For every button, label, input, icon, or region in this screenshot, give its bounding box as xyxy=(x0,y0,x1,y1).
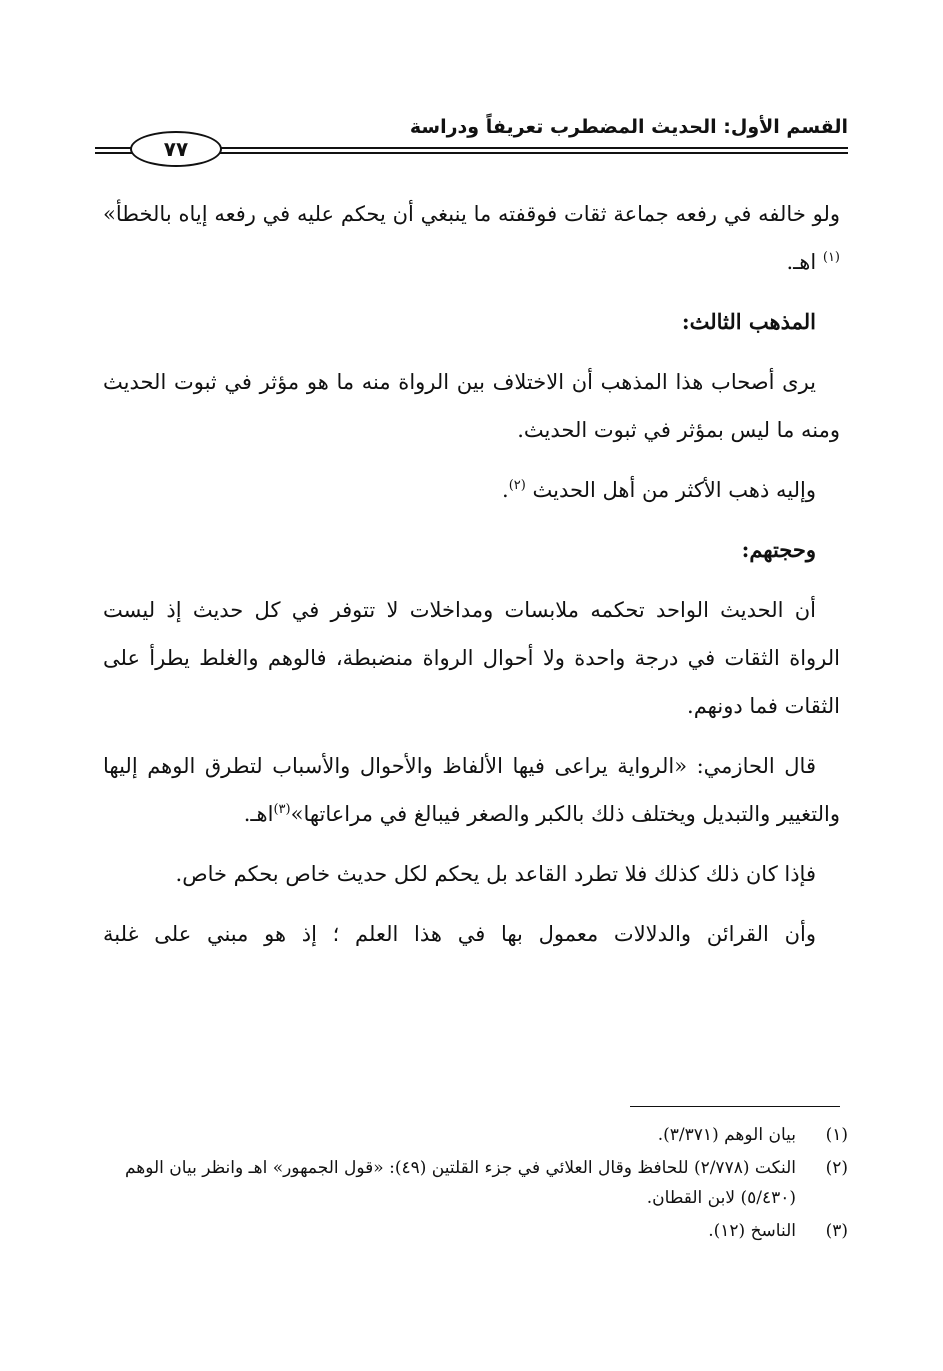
footnote-ref-3: (٣) xyxy=(273,802,291,817)
footnote-number: (١) xyxy=(825,1125,848,1145)
paragraph-5-text: قال الحازمي: «الرواية يراعى فيها الألفاظ والأحوال والأسباب لتطرق الوهم إليها والتغيير والتبديل ويختلف ذلك بالكبر والصغر فيبالغ في مراعاتها» xyxy=(103,754,840,826)
paragraph-4: أن الحديث الواحد تحكمه ملابسات ومداخلات لا تتوفر في كل حديث إذ ليست الرواة الثقات في درجة واحدة ولا أحوال الرواة منضبطة، فالوهم والغلط يطرأ على الثقات فما دونهم. xyxy=(103,598,840,718)
footnote-separator xyxy=(630,1106,840,1107)
paragraph-5-end: اهـ. xyxy=(243,802,274,826)
paragraph-2: يرى أصحاب هذا المذهب أن الاختلاف بين الرواة منه ما هو مؤثر في ثبوت الحديث ومنه ما ليس بمؤثر في ثبوت الحديث. xyxy=(103,370,840,442)
footnote-3 xyxy=(103,1216,848,1246)
main-text xyxy=(103,190,840,970)
footnotes xyxy=(103,1120,848,1249)
footnote-1 xyxy=(103,1120,848,1150)
paragraph-3-text: وإليه ذهب الأكثر من أهل الحديث xyxy=(532,478,816,502)
running-header-title: القسم الأول: الحديث المضطرب تعريفاً ودراسة xyxy=(409,116,848,138)
paragraph-1-text: ولو خالفه في رفعه جماعة ثقات فوقفته ما ينبغي أن يحكم عليه في رفعه إياه بالخطأ» xyxy=(103,202,840,226)
section-heading-their-argument: وحجتهم: xyxy=(741,537,816,562)
section-heading-third-school: المذهب الثالث: xyxy=(681,309,816,334)
footnote-text: بيان الوهم (٣/٣٧١). xyxy=(657,1125,796,1145)
paragraph-3-end: . xyxy=(502,478,509,502)
paragraph-6: فإذا كان ذلك كذلك فلا تطرد القاعد بل يحكم لكل حديث خاص بحكم خاص. xyxy=(175,862,816,886)
paragraph-3 xyxy=(103,466,840,514)
footnote-2 xyxy=(103,1153,848,1213)
paragraph-1 xyxy=(103,190,840,286)
paragraph-5 xyxy=(103,742,840,838)
footnote-text: النكت (٢/٧٧٨) للحافظ وقال العلائي في جزء القلتين (٤٩): «قول الجمهور» اهـ وانظر بيان الوهم (٥/٤٣٠) لابن القطان. xyxy=(124,1158,796,1208)
footnote-ref-2: (٢) xyxy=(508,478,526,493)
page-number: ٧٧ xyxy=(130,131,222,167)
footnote-ref-1: (١) xyxy=(822,250,840,265)
footnote-number: (٢) xyxy=(825,1158,848,1178)
footnote-number: (٣) xyxy=(825,1221,848,1241)
paragraph-7: وأن القرائن والدلالات معمول بها في هذا العلم ؛ إذ هو مبني على غلبة xyxy=(103,922,816,946)
footnote-text: الناسخ (١٢). xyxy=(708,1221,796,1241)
paragraph-1-end: اهـ. xyxy=(786,250,823,274)
